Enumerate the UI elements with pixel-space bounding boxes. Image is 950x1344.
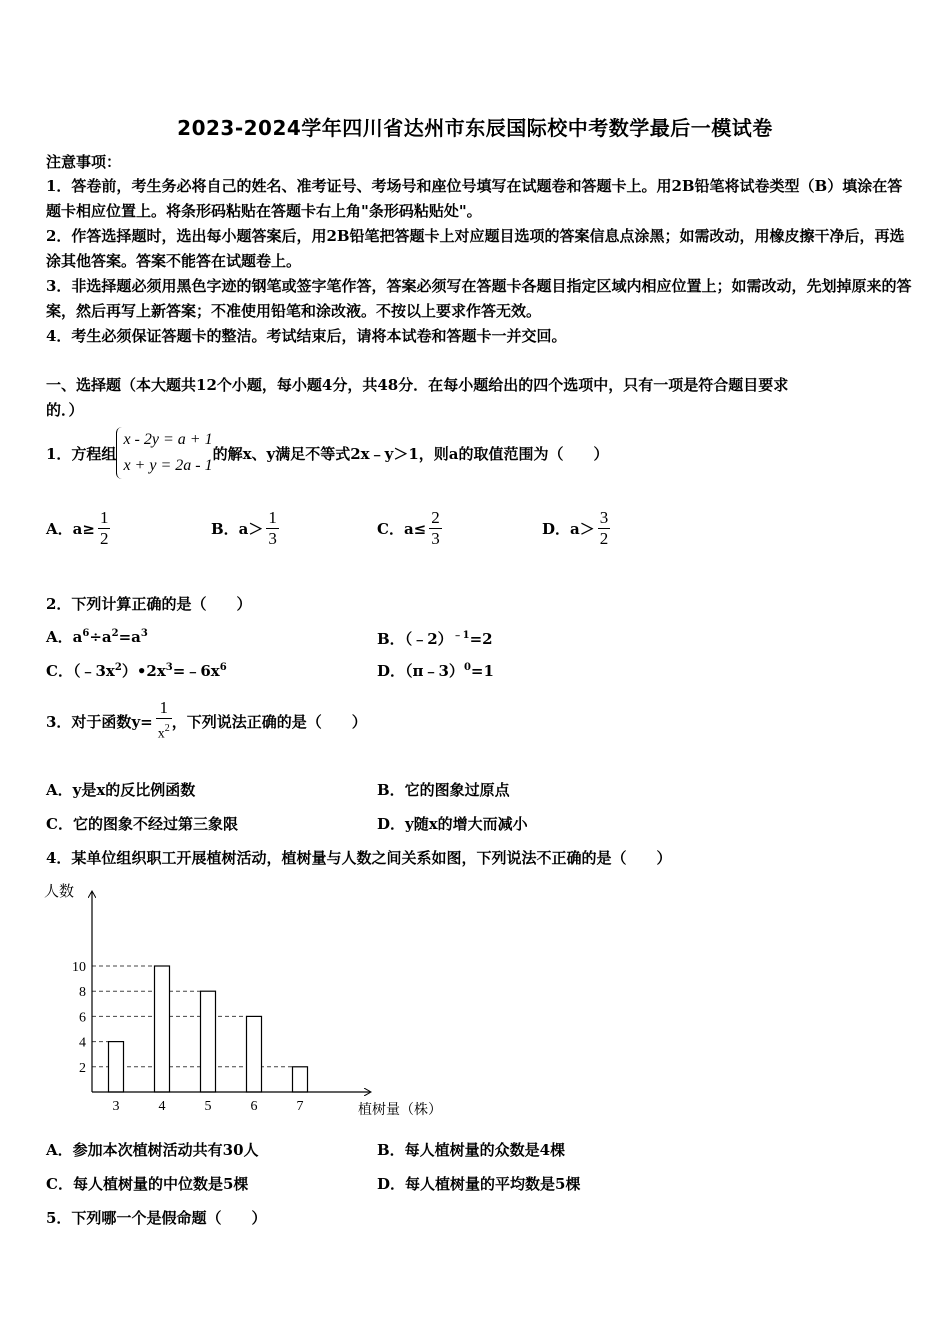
frac-den: 2	[599, 529, 609, 548]
exponent: 6	[82, 628, 90, 639]
option-label: B．a＞	[211, 520, 264, 538]
x-tick-label: 5	[204, 1099, 212, 1114]
question-3	[46, 695, 367, 747]
frac-num: 1	[159, 697, 168, 717]
q3-option-c: C．它的图象不经过第三象限	[46, 815, 238, 833]
q1-suffix: 的解x、y满足不等式2x﹣y＞1，则a的取值范围为（ ）	[212, 444, 609, 463]
expr: （π﹣3）	[405, 662, 464, 680]
q2-option-a	[46, 626, 148, 647]
q3-option-b: B．它的图象过原点	[377, 781, 510, 799]
section-heading-line1: 一、选择题（本大题共12个小题，每小题4分，共48分．在每小题给出的四个选项中，只有一项是符合题目要求	[46, 376, 789, 394]
notice-heading: 注意事项：	[46, 153, 122, 171]
notice-item-4: 4．考生必须保证答题卡的整洁。考试结束后，请将本试卷和答题卡一并交回。	[46, 327, 567, 345]
frac-den: 3	[268, 529, 277, 548]
exponent: 2	[111, 628, 119, 639]
frac-den: 2	[99, 529, 109, 548]
q1-equation-system	[116, 427, 212, 479]
frac-den-base: x	[157, 726, 165, 742]
x-tick-label: 3	[112, 1099, 120, 1114]
bar-7	[293, 1067, 308, 1092]
expr: ÷a	[89, 628, 112, 646]
q1-option-b	[211, 508, 279, 549]
fraction	[598, 508, 611, 549]
x-axis-label: 植树量（株）	[358, 1103, 442, 1118]
option-label: A．a≥	[46, 520, 95, 538]
q4-option-d: D．每人植树量的平均数是5棵	[377, 1175, 581, 1193]
y-tick-labels	[72, 960, 86, 1076]
exponent: 3	[140, 628, 148, 639]
fraction	[98, 508, 111, 549]
frac-num: 1	[268, 508, 277, 527]
expr: （﹣2）	[404, 630, 453, 648]
q1-option-c	[377, 508, 442, 549]
x-tick-label: 7	[296, 1099, 304, 1114]
frac-num: 1	[99, 508, 109, 527]
q3-prefix: 3．对于函数y=	[46, 712, 153, 731]
q3-suffix: ，下列说法正确的是（ ）	[171, 712, 367, 731]
notice-item-3: 3．非选择题必须用黑色字迹的钢笔或签字笔作答，答案必须写在答题卡各题目指定区域内相应位置上；如需改动，先划掉原来的答案，然后再写上新答案；不准使用铅笔和涂改液。不按以上要求作答无效。	[46, 277, 912, 320]
q4-bar-chart	[40, 874, 500, 1126]
fraction	[156, 698, 172, 745]
expr: =2	[469, 630, 493, 648]
q3-option-d: D．y随x的增大而减小	[377, 815, 528, 833]
option-label: C．	[46, 662, 73, 680]
exponent: 3	[165, 662, 173, 673]
option-label: C．a≤	[377, 520, 427, 538]
bar-6	[247, 1016, 262, 1092]
option-label: A．	[46, 628, 73, 646]
expr: （﹣3x	[72, 662, 115, 680]
exponent: ﹣1	[452, 630, 470, 641]
option-label: D．a＞	[542, 520, 595, 538]
question-2: 2．下列计算正确的是（ ）	[46, 595, 252, 613]
expr: =1	[470, 662, 494, 680]
q1-prefix: 1．方程组	[46, 444, 117, 463]
bar-5	[201, 991, 216, 1092]
q2-option-c	[46, 660, 227, 681]
exponent: 0	[463, 662, 471, 673]
y-axis-label: 人数	[44, 884, 75, 900]
exponent: 2	[164, 722, 170, 734]
section-heading-line2: 的．）	[46, 401, 84, 419]
q1-option-a	[46, 508, 110, 549]
frac-num: 2	[431, 508, 440, 527]
bar-4	[155, 966, 170, 1092]
y-tick-label: 2	[79, 1060, 86, 1076]
x-tick-labels	[113, 1099, 304, 1114]
y-tick-label: 8	[79, 985, 86, 1001]
frac-num: 3	[599, 508, 609, 527]
expr: =a	[118, 628, 141, 646]
question-5: 5．下列哪一个是假命题（ ）	[46, 1209, 267, 1227]
exponent: 2	[114, 662, 122, 673]
q4-option-c: C．每人植树量的中位数是5棵	[46, 1175, 249, 1193]
q4-option-a: A．参加本次植树活动共有30人	[46, 1141, 259, 1159]
expr: =﹣6x	[172, 662, 220, 680]
expr: a	[72, 628, 83, 646]
q1-option-d	[542, 508, 610, 549]
notice-item-1: 1．答卷前，考生务必将自己的姓名、准考证号、考场号和座位号填写在试题卷和答题卡上。用2B铅笔将试卷类型（B）填涂在答题卡相应位置上。将条形码粘贴在答题卡右上角"条形码粘贴处"。	[46, 177, 903, 220]
option-label: D．	[377, 662, 406, 680]
q3-option-a: A．y是x的反比例函数	[46, 781, 196, 799]
q2-option-b	[377, 626, 493, 649]
notice-item-2: 2．作答选择题时，选出每小题答案后，用2B铅笔把答题卡上对应题目选项的答案信息点涂黑；如需改动，用橡皮擦干净后，再选涂其他答案。答案不能答在试题卷上。	[46, 227, 905, 270]
exponent: 6	[219, 662, 227, 673]
y-tick-label: 10	[72, 960, 86, 975]
fraction	[266, 508, 279, 549]
option-label: B．	[377, 630, 405, 648]
expr: ）•2x	[121, 662, 166, 680]
fraction	[429, 508, 442, 549]
y-tick-label: 4	[79, 1035, 86, 1051]
x-tick-label: 6	[250, 1099, 258, 1114]
q1-eq1: x - 2y = a + 1	[123, 431, 213, 448]
bar-3	[109, 1042, 124, 1092]
q2-option-d	[377, 660, 494, 681]
y-tick-label: 6	[79, 1010, 86, 1026]
question-1	[46, 423, 608, 483]
frac-den: 3	[431, 529, 440, 548]
q1-eq2: x + y = 2a - 1	[123, 457, 213, 474]
chart-bars	[109, 966, 308, 1092]
x-tick-label: 4	[158, 1099, 166, 1114]
question-4: 4．某单位组织职工开展植树活动，植树量与人数之间关系如图，下列说法不正确的是（ ）	[46, 849, 672, 867]
q4-option-b: B．每人植树量的众数是4棵	[377, 1141, 566, 1159]
page-title: 2023-2024学年四川省达州市东辰国际校中考数学最后一模试卷	[177, 116, 773, 140]
frac-den	[156, 718, 172, 745]
